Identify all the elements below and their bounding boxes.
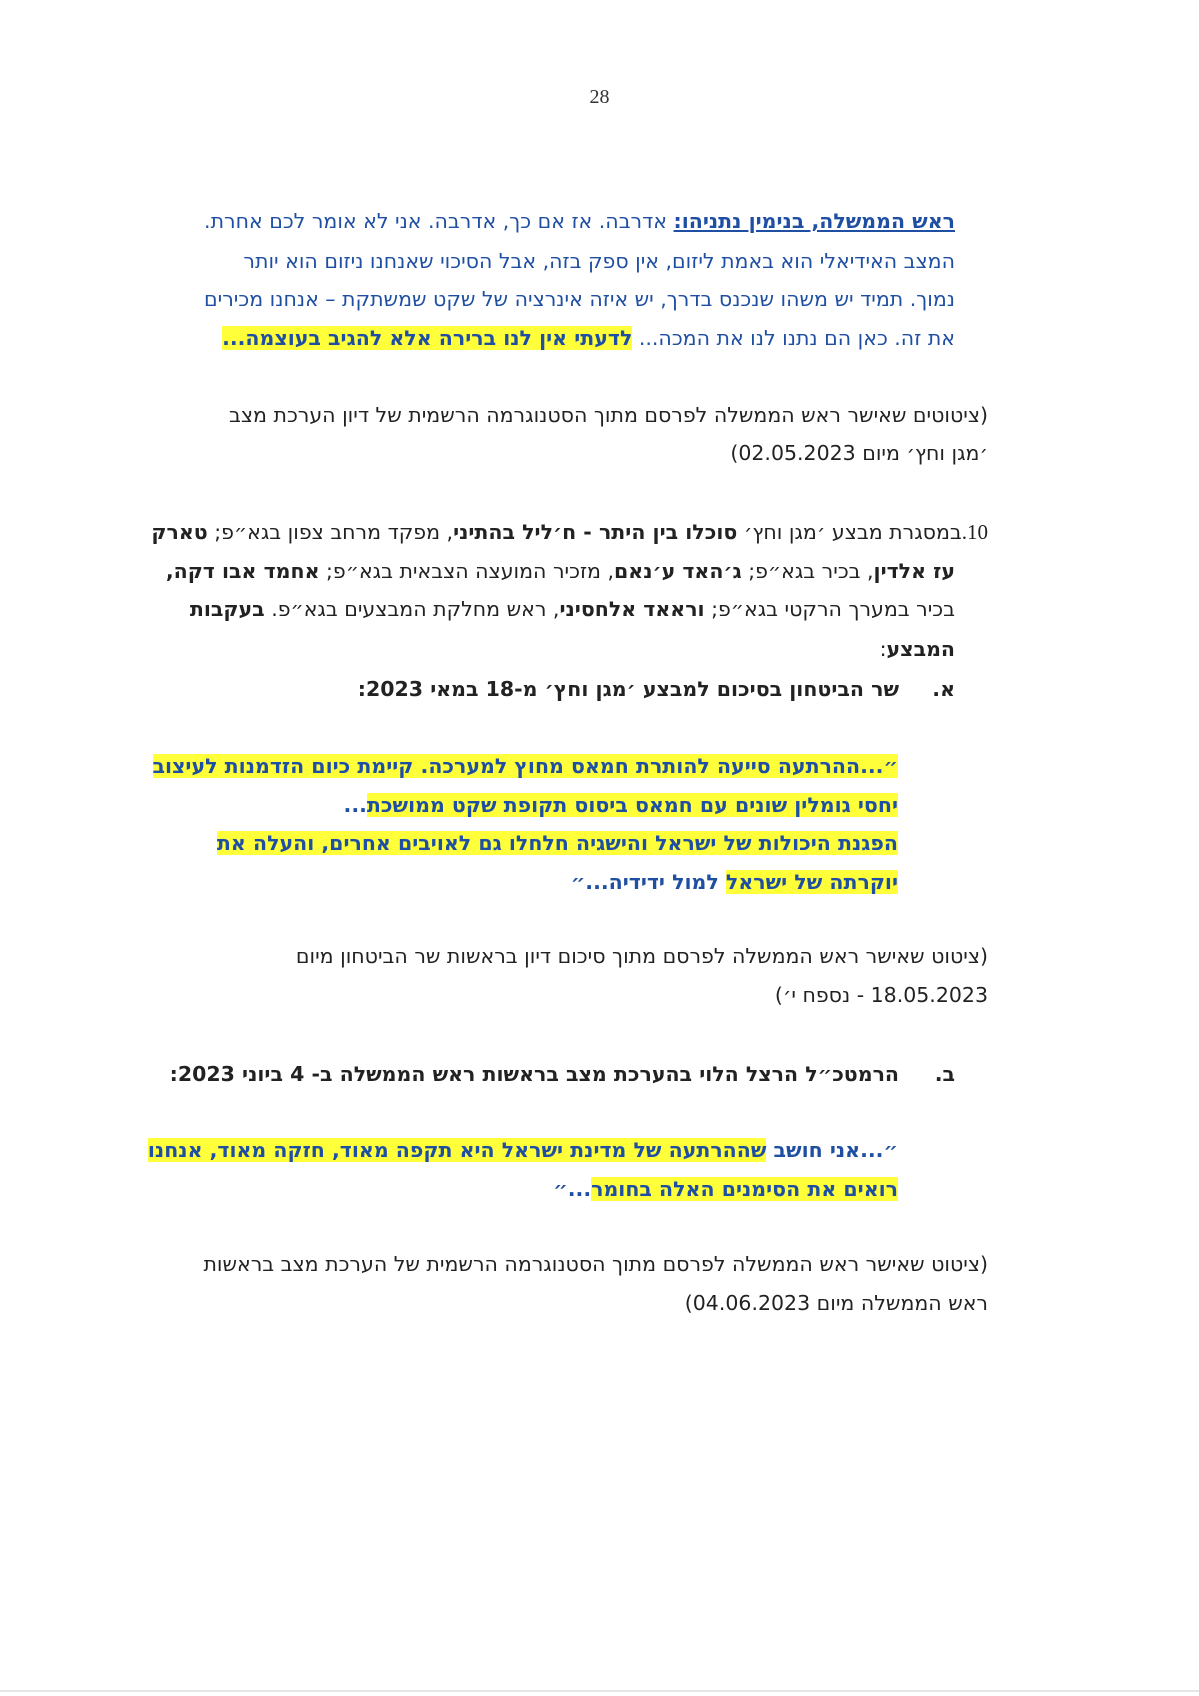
sub-a-quote-text: למול ידידיה...״ bbox=[570, 870, 726, 894]
item10-text: , בכיר בגא״פ; bbox=[741, 559, 874, 583]
sub-b-quote-text: שההרתעה של מדינת ישראל היא תקפה מאוד, חזקה מאוד, אנחנו bbox=[147, 1138, 767, 1162]
item10-text: , ראש מחלקת המבצעים בגא״פ. bbox=[264, 597, 560, 621]
quote1-speaker: ראש הממשלה, בנימין נתניהו: bbox=[673, 209, 955, 233]
item10-text: בכיר במערך הרקטי בגא״פ; bbox=[704, 597, 955, 621]
sub-a-quote-text: ... bbox=[343, 793, 367, 817]
item10-text: , מפקד מרחב צפון בגא״פ; bbox=[207, 520, 454, 544]
item10-bold-text: בעקבות bbox=[189, 597, 265, 621]
quote1-line4 bbox=[222, 323, 955, 353]
citation1-line1: (ציטוטים שאישר ראש הממשלה לפרסם מתוך הסטנוגרמה הרשמית של דיון הערכת מצב bbox=[229, 403, 988, 427]
quote1-line1 bbox=[155, 206, 955, 236]
sub-b-quote-line1 bbox=[148, 1135, 898, 1165]
item10-bold-text: טארק bbox=[151, 520, 208, 544]
sub-b-quote-text: ״...אני חושב bbox=[766, 1138, 898, 1162]
quote1-line3: נמוך. תמיד יש משהו שנכנס בדרך, יש איזה אינרציה של שקט שמשתקת – אנחנו מכירים bbox=[204, 287, 955, 311]
item10-bold-text: וראאד אלחסיני bbox=[559, 597, 705, 621]
item10-bold-text: עז אלדין bbox=[873, 559, 955, 583]
item10-bold-text: המבצע bbox=[886, 637, 955, 661]
citation1-line2: ׳מגן וחץ׳ מיום 02.05.2023) bbox=[730, 441, 988, 465]
sub-a-quote-line2 bbox=[344, 790, 898, 820]
sub-b-quote-text: רואים את הסימנים האלה בחומר bbox=[591, 1177, 898, 1201]
sub-a-citation-line1: (ציטוט שאישר ראש הממשלה לפרסם מתוך סיכום דיון בראשות שר הביטחון מיום bbox=[295, 944, 988, 968]
quote1-line2: המצב האידיאלי הוא באמת ליזום, אין ספק בזה, אבל הסיכוי שאנחנו ניזום הוא יותר bbox=[243, 249, 955, 273]
item10-number: 10. bbox=[961, 520, 988, 544]
sub-a-quote-line3 bbox=[217, 828, 898, 858]
quote1-highlight: לדעתי אין לנו ברירה אלא להגיב בעוצמה... bbox=[222, 326, 633, 350]
sub-a-label: א. bbox=[932, 677, 955, 701]
sub-b-quote-line2 bbox=[553, 1174, 898, 1204]
item10-bold-text: ג׳האד ע׳נאם bbox=[614, 559, 742, 583]
item10-text: במסגרת מבצע ׳מגן וחץ׳ bbox=[737, 520, 962, 544]
item10-line1 bbox=[151, 517, 988, 547]
sub-a-quote-text: הפגנת היכולות של ישראל והישגיה חלחלו גם לאויבים אחרים, והעלה את bbox=[216, 831, 898, 855]
sub-a-quote-line1 bbox=[153, 751, 899, 781]
sub-a-quote-text: יוקרתה של ישראל bbox=[725, 870, 898, 894]
item10-text: : bbox=[879, 637, 887, 661]
item10-line2 bbox=[166, 556, 955, 586]
sub-b-citation-line1: (ציטוט שאישר ראש הממשלה לפרסם מתוך הסטנוגרמה הרשמית של הערכת מצב בראשות bbox=[203, 1252, 988, 1276]
sub-a-citation-line2: 18.05.2023 - נספח י׳) bbox=[774, 983, 988, 1007]
sub-a-quote-text: ״...ההרתעה סייעה להותרת חמאס מחוץ למערכה. קיימת כיום הזדמנות לעיצוב bbox=[152, 754, 898, 778]
item10-text: , מזכיר המועצה הצבאית בגא״פ; bbox=[319, 559, 614, 583]
item10-bold-text: סוכלו בין היתר - ח׳ליל בהתיני bbox=[453, 520, 738, 544]
item10-line4 bbox=[880, 634, 955, 664]
sub-b-citation-line2: ראש הממשלה מיום 04.06.2023) bbox=[684, 1291, 988, 1315]
sub-a-quote-line4 bbox=[571, 867, 898, 897]
sub-a-quote-text: יחסי גומלין שונים עם חמאס ביסוס תקופת שקט ממושכת bbox=[366, 793, 898, 817]
item10-bold-text: אחמד אבו דקה, bbox=[165, 559, 320, 583]
quote1-line1-text: אדרבה. אז אם כך, אדרבה. אני לא אומר לכם אחרת. bbox=[204, 209, 674, 233]
sub-b-label: ב. bbox=[934, 1062, 955, 1086]
item10-line3 bbox=[190, 594, 955, 624]
sub-b-title: הרמטכ״ל הרצל הלוי בהערכת מצב בראשות ראש הממשלה ב- 4 ביוני 2023: bbox=[169, 1062, 899, 1086]
bottom-divider bbox=[0, 1690, 1199, 1692]
sub-a-title: שר הביטחון בסיכום למבצע ׳מגן וחץ׳ מ-18 במאי 2023: bbox=[357, 677, 899, 701]
quote1-line4-text: את זה. כאן הם נתנו לנו את המכה... bbox=[632, 326, 955, 350]
sub-b-quote-text: ...״ bbox=[553, 1177, 592, 1201]
page-number: 28 bbox=[589, 86, 610, 108]
